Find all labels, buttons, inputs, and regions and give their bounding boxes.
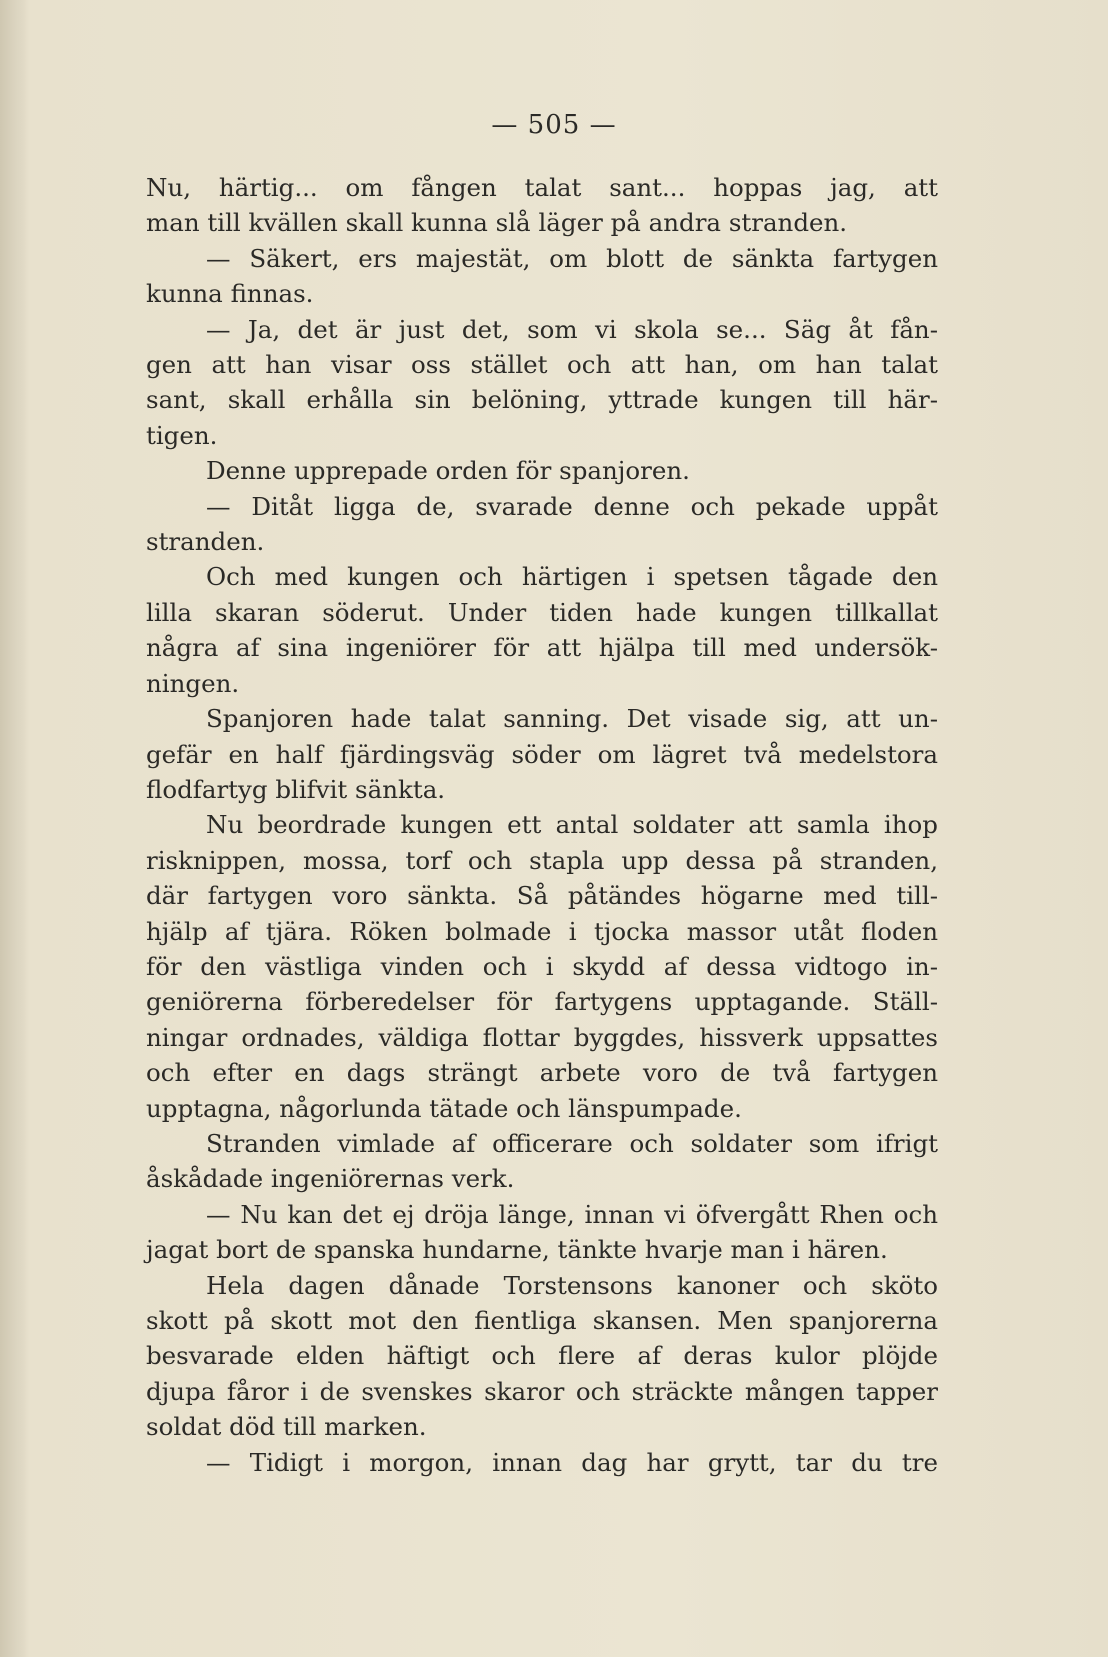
text-line: gefär en half fjärdingsväg söder om lägret två medelstora [146,739,938,769]
text-line: ningar ordnades, väldiga flottar byggdes, hissverk uppsattes [146,1022,938,1052]
text-line: skott på skott mot den fientliga skansen. Men spanjorerna [146,1306,938,1335]
text-line: hjälp af tjära. Röken bolmade i tjocka massor utåt floden [146,916,938,946]
text-line: — Ja, det är just det, som vi skola se... Säg åt fån- [206,314,938,344]
text-line: soldat död till marken. [146,1412,427,1442]
text-line: djupa fåror i de svenskes skaror och sträckte mången tapper [146,1376,938,1406]
text-line: tigen. [146,420,218,450]
text-line: Nu, härtig... om fången talat sant... hoppas jag, att [146,173,938,202]
text-line: besvarade elden häftigt och flere af deras kulor plöjde [146,1341,938,1371]
text-line: gen att han visar oss stället och att han, om han talat [146,350,938,380]
text-line: där fartygen voro sänkta. Så påtändes högarne med till- [146,881,938,911]
text-line: några af sina ingeniörer för att hjälpa till med undersök- [146,633,938,663]
text-line: risknippen, mossa, torf och stapla upp dessa på stranden, [146,845,938,875]
body-text [146,170,938,1480]
text-line: flodfartyg blifvit sänkta. [146,774,446,804]
text-line: Och med kungen och härtigen i spetsen tågade den [206,562,938,592]
text-line: — Säkert, ers majestät, om blott de sänkta fartygen [206,243,938,273]
text-line: Nu beordrade kungen ett antal soldater att samla ihop [206,810,938,840]
text-line: åskådade ingeniörernas verk. [146,1164,515,1194]
text-line: jagat bort de spanska hundarne, tänkte hvarje man i hären. [146,1235,888,1265]
text-line: upptagna, någorlunda tätade och länspumpade. [146,1093,742,1123]
text-line: geniörerna förberedelser för fartygens upptagande. Ställ- [146,987,938,1017]
text-line: — Ditåt ligga de, svarade denne och pekade uppåt [206,491,938,521]
text-line: sant, skall erhålla sin belöning, yttrade kungen till här- [146,385,938,415]
text-line: — Tidigt i morgon, innan dag har grytt, tar du tre [206,1447,938,1477]
page-spine-shadow [0,0,28,1657]
text-line: Spanjoren hade talat sanning. Det visade sig, att un- [206,704,938,734]
text-line: — Nu kan det ej dröja länge, innan vi öfvergått Rhen och [206,1199,938,1229]
page-number: — 505 — [491,110,617,140]
text-line: stranden. [146,527,265,557]
text-line: för den västliga vinden och i skydd af dessa vidtogo in- [146,951,938,981]
text-line: man till kvällen skall kunna slå läger på andra stranden. [146,208,848,238]
text-line: Stranden vimlade af officerare och soldater som ifrigt [206,1128,938,1158]
text-line: lilla skaran söderut. Under tiden hade kungen tillkallat [146,597,938,627]
text-line: kunna finnas. [146,279,314,309]
text-line: och efter en dags strängt arbete voro de två fartygen [146,1058,938,1088]
text-line: Hela dagen dånade Torstensons kanoner och sköto [206,1270,938,1300]
text-line: Denne upprepade orden för spanjoren. [206,456,690,486]
text-line: ningen. [146,668,240,698]
